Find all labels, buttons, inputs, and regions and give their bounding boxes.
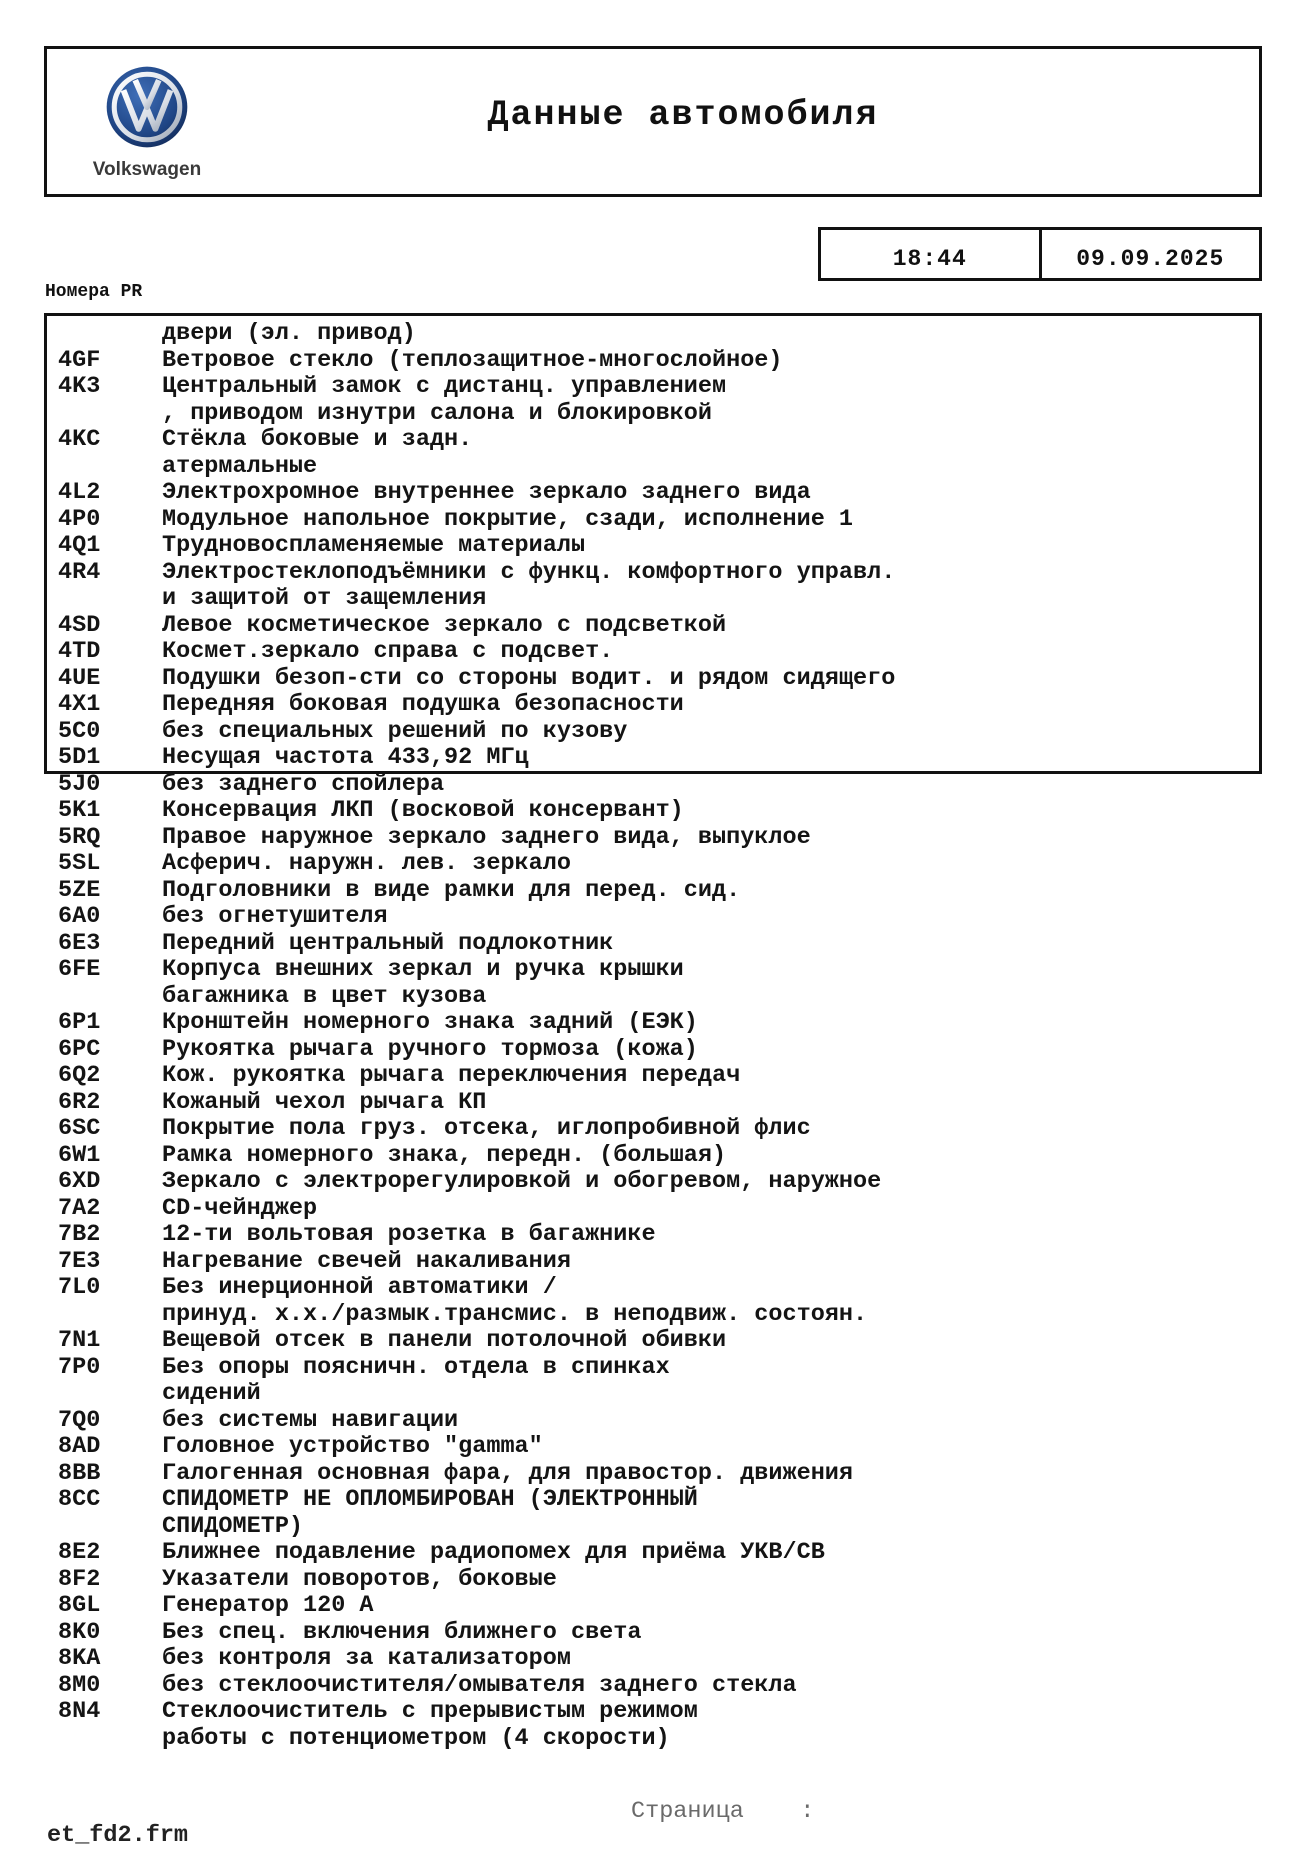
pr-description: Ветровое стекло (теплозащитное-многослойное) <box>162 346 783 374</box>
pr-description: Головное устройство "gamma" <box>162 1433 543 1460</box>
pr-code: 7L0 <box>58 1274 101 1301</box>
pr-description: Генератор 120 А <box>162 1592 374 1619</box>
pr-description: Электростеклоподъёмники с функц. комфортного управл. <box>162 558 896 586</box>
pr-code: 8KA <box>58 1645 101 1672</box>
pr-description: Без опоры поясничн. отдела в спинках <box>162 1353 670 1381</box>
pr-row-continuation <box>47 1726 1259 1753</box>
pr-description: Вещевой отсек в панели потолочной обивки <box>162 1327 727 1354</box>
pr-code <box>47 1726 162 1753</box>
pr-row <box>47 798 1259 825</box>
pr-code: 4K3 <box>58 373 101 400</box>
pr-description: Левое косметическое зеркало с подсветкой <box>162 611 727 639</box>
pr-code: 4UE <box>58 664 101 692</box>
pr-description: Галогенная основная фара, для правостор. движения <box>162 1459 854 1487</box>
pr-description: сидений <box>162 1380 261 1407</box>
pr-code: 5K1 <box>58 797 101 824</box>
footer-file-name: et_fd2.frm <box>47 1822 189 1849</box>
pr-row <box>47 1169 1259 1196</box>
pr-row <box>47 1620 1259 1647</box>
pr-code: 4GF <box>58 346 101 374</box>
pr-row <box>47 692 1259 719</box>
pr-code: 6Q2 <box>58 1062 101 1089</box>
pr-row-continuation <box>47 984 1259 1011</box>
pr-description: Несущая частота 433,92 МГц <box>162 744 529 771</box>
pr-row <box>47 878 1259 905</box>
pr-description: 12-ти вольтовая розетка в багажнике <box>162 1221 656 1248</box>
pr-description: двери (эл. привод) <box>162 320 416 347</box>
pr-row <box>47 957 1259 984</box>
pr-description: Передняя боковая подушка безопасности <box>162 691 684 718</box>
pr-code: 6R2 <box>58 1088 101 1116</box>
pr-row <box>47 666 1259 693</box>
pr-description: без огнетушителя <box>162 903 388 930</box>
pr-row <box>47 1116 1259 1143</box>
pr-description: Указатели поворотов, боковые <box>162 1565 557 1593</box>
pr-description: Подушки безоп-сти со стороны водит. и рядом сидящего <box>162 664 896 692</box>
brand-name: Volkswagen <box>92 159 202 180</box>
pr-row <box>47 1010 1259 1037</box>
pr-code: 8N4 <box>58 1698 101 1725</box>
pr-description: Космет.зеркало справа с подсвет. <box>162 638 614 665</box>
pr-code: 8M0 <box>58 1671 101 1699</box>
pr-code: 5D1 <box>58 744 101 771</box>
pr-row-continuation <box>47 321 1259 348</box>
pr-description: без стеклоочистителя/омывателя заднего стекла <box>162 1671 797 1699</box>
pr-code <box>47 321 162 348</box>
pr-row <box>47 1090 1259 1117</box>
pr-row <box>47 348 1259 375</box>
pr-row <box>47 825 1259 852</box>
datetime-box <box>818 227 1262 281</box>
pr-code: 8CC <box>58 1486 101 1513</box>
pr-description: Кож. рукоятка рычага переключения передач <box>162 1062 741 1089</box>
pr-description: Без спец. включения ближнего света <box>162 1618 642 1646</box>
header-box <box>44 46 1262 197</box>
pr-code <box>47 1381 162 1408</box>
pr-row <box>47 1487 1259 1514</box>
pr-description: работы с потенциометром (4 скорости) <box>162 1724 670 1752</box>
pr-description: Стёкла боковые и задн. <box>162 426 473 453</box>
pr-row <box>47 374 1259 401</box>
pr-row <box>47 1249 1259 1276</box>
pr-code <box>47 1302 162 1329</box>
pr-row <box>47 1540 1259 1567</box>
pr-description: Кожаный чехол рычага КП <box>162 1088 487 1116</box>
pr-code <box>47 454 162 481</box>
pr-description: Передний центральный подлокотник <box>162 929 614 957</box>
pr-description: Зеркало с электрорегулировкой и обогревом, наружное <box>162 1168 882 1195</box>
pr-code: 6PC <box>58 1035 101 1063</box>
pr-row <box>47 1408 1259 1435</box>
pr-description: , приводом изнутри салона и блокировкой <box>162 399 712 427</box>
pr-description: Корпуса внешних зеркал и ручка крышки <box>162 956 684 983</box>
pr-code: 7B2 <box>58 1221 101 1248</box>
pr-code <box>47 586 162 613</box>
pr-code: 8F2 <box>58 1565 101 1593</box>
pr-description: Электрохромное внутреннее зеркало заднего вида <box>162 479 811 506</box>
pr-code <box>47 1514 162 1541</box>
pr-row-continuation <box>47 586 1259 613</box>
pr-code: 4TD <box>58 638 101 665</box>
pr-description: Асферич. наружн. лев. зеркало <box>162 850 571 877</box>
pr-code: 8E2 <box>58 1539 101 1566</box>
pr-code: 4L2 <box>58 479 101 506</box>
pr-row <box>47 560 1259 587</box>
pr-description: без системы навигации <box>162 1406 459 1434</box>
pr-description: Рамка номерного знака, передн. (большая) <box>162 1141 727 1169</box>
pr-description: Консервация ЛКП (восковой консервант) <box>162 797 684 824</box>
pr-row <box>47 1063 1259 1090</box>
pr-row <box>47 745 1259 772</box>
pr-row <box>47 851 1259 878</box>
pr-row <box>47 931 1259 958</box>
pr-description: Покрытие пола груз. отсека, иглопробивной флис <box>162 1115 811 1142</box>
pr-code: 5SL <box>58 850 101 877</box>
pr-row-continuation <box>47 401 1259 428</box>
pr-description: СПИДОМЕТР) <box>162 1512 304 1540</box>
pr-description: Ближнее подавление радиопомех для приёма УКВ/СВ <box>162 1539 825 1566</box>
pr-code: 4Q1 <box>58 532 101 559</box>
pr-code: 5C0 <box>58 717 101 745</box>
pr-description: Модульное напольное покрытие, сзади, исполнение 1 <box>162 505 854 533</box>
pr-description: Без инерционной автоматики / <box>162 1274 557 1301</box>
pr-code <box>47 401 162 428</box>
pr-description: Центральный замок с дистанц. управлением <box>162 373 727 400</box>
pr-row-continuation <box>47 454 1259 481</box>
pr-description: Нагревание свечей накаливания <box>162 1247 571 1275</box>
time-value: 18:44 <box>892 246 967 272</box>
pr-description: принуд. х.х./размык.трансмис. в неподвиж. состоян. <box>162 1300 868 1328</box>
pr-row-continuation <box>47 1381 1259 1408</box>
pr-row <box>47 1593 1259 1620</box>
date-value: 09.09.2025 <box>1039 230 1260 278</box>
pr-row <box>47 904 1259 931</box>
pr-code <box>47 984 162 1011</box>
pr-description: без заднего спойлера <box>162 770 445 798</box>
pr-description: Стеклоочиститель с прерывистым режимом <box>162 1698 698 1725</box>
pr-row <box>47 1196 1259 1223</box>
pr-code: 8AD <box>58 1433 101 1460</box>
pr-description: багажника в цвет кузова <box>162 982 487 1010</box>
pr-row <box>47 1434 1259 1461</box>
pr-description: СПИДОМЕТР НЕ ОПЛОМБИРОВАН (ЭЛЕКТРОННЫЙ <box>162 1486 698 1513</box>
pr-code: 4KC <box>58 426 101 453</box>
pr-description: Трудновоспламеняемые материалы <box>162 532 586 559</box>
pr-row-continuation <box>47 1514 1259 1541</box>
pr-row <box>47 1355 1259 1382</box>
pr-row <box>47 1673 1259 1700</box>
pr-code: 8K0 <box>58 1618 101 1646</box>
pr-description: без контроля за катализатором <box>162 1645 571 1672</box>
pr-row <box>47 1143 1259 1170</box>
pr-description: Рукоятка рычага ручного тормоза (кожа) <box>162 1035 698 1063</box>
pr-row <box>47 507 1259 534</box>
pr-code: 6W1 <box>58 1141 101 1169</box>
pr-description: и защитой от защемления <box>162 585 487 612</box>
pr-description: без специальных решений по кузову <box>162 717 628 745</box>
pr-description: Подголовники в виде рамки для перед. сид. <box>162 876 741 904</box>
pr-description: CD-чейнджер <box>162 1194 318 1222</box>
pr-code: 6XD <box>58 1168 101 1195</box>
pr-row <box>47 1328 1259 1355</box>
page-number-label: Страница : <box>631 1798 815 1825</box>
pr-code: 6SC <box>58 1115 101 1142</box>
pr-row <box>47 1567 1259 1594</box>
pr-code: 6FE <box>58 956 101 983</box>
section-label: Номера PR <box>45 282 143 302</box>
pr-code: 6A0 <box>58 903 101 930</box>
page-title: Данные автомобиля <box>487 95 879 135</box>
pr-code: 6P1 <box>58 1009 101 1036</box>
pr-row <box>47 1037 1259 1064</box>
pr-row <box>47 480 1259 507</box>
pr-row <box>47 1461 1259 1488</box>
pr-numbers-list-box <box>44 313 1262 1752</box>
pr-code: 8BB <box>58 1459 101 1487</box>
pr-code: 6E3 <box>58 929 101 957</box>
pr-row <box>47 772 1259 799</box>
pr-code: 4X1 <box>58 691 101 718</box>
pr-code: 7N1 <box>58 1327 101 1354</box>
pr-code: 7A2 <box>58 1194 101 1222</box>
pr-row <box>47 1275 1259 1302</box>
pr-row <box>47 719 1259 746</box>
pr-code: 8GL <box>58 1592 101 1619</box>
pr-code: 5J0 <box>58 770 101 798</box>
pr-row <box>47 427 1259 454</box>
pr-numbers-list <box>47 321 1259 1752</box>
pr-code: 4SD <box>58 611 101 639</box>
pr-code: 7P0 <box>58 1353 101 1381</box>
pr-code: 7E3 <box>58 1247 101 1275</box>
pr-description: атермальные <box>162 452 318 480</box>
pr-row <box>47 533 1259 560</box>
pr-row <box>47 1699 1259 1726</box>
pr-description: Кронштейн номерного знака задний (ЕЭК) <box>162 1009 698 1036</box>
pr-row-continuation <box>47 1302 1259 1329</box>
pr-row <box>47 639 1259 666</box>
pr-row <box>47 1646 1259 1673</box>
pr-code: 4R4 <box>58 558 101 586</box>
pr-code: 5RQ <box>58 823 101 851</box>
pr-row <box>47 613 1259 640</box>
pr-description: Правое наружное зеркало заднего вида, выпуклое <box>162 823 811 851</box>
pr-code: 7Q0 <box>58 1406 101 1434</box>
pr-code: 5ZE <box>58 876 101 904</box>
pr-code: 4P0 <box>58 505 101 533</box>
pr-row <box>47 1222 1259 1249</box>
